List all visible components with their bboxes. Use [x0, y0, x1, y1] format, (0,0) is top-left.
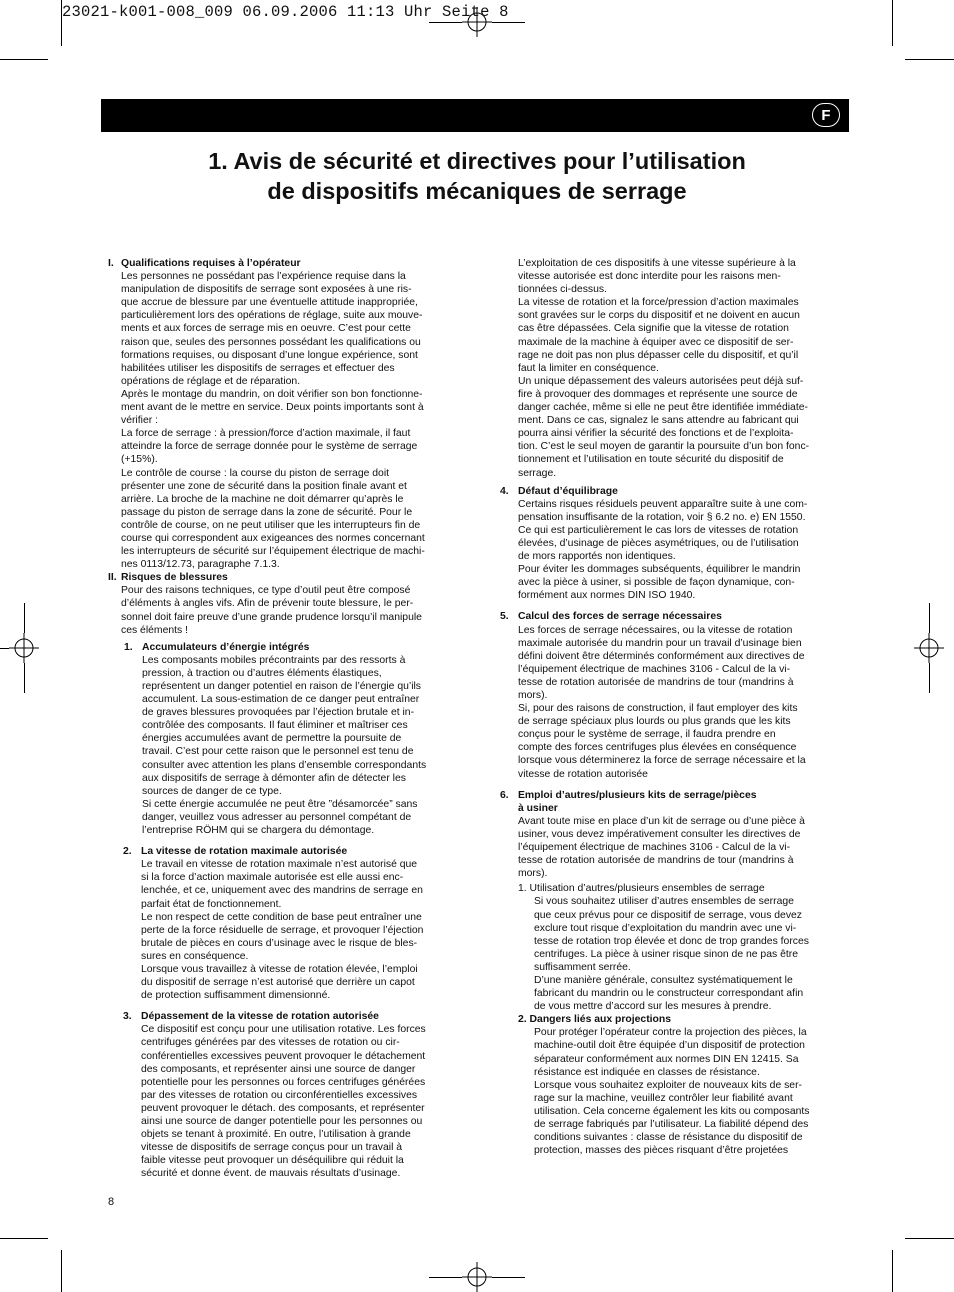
text-line: de vous mettre d’accord sur les mesures à prendre.	[534, 1001, 772, 1013]
subsection-body	[142, 641, 464, 654]
text-line: aux dispositifs de serrage à démonter afin de détecter les	[142, 772, 406, 784]
section-body	[121, 571, 464, 837]
text-line: machine-outil doit être équipée d’un dispositif de protection	[534, 1040, 805, 1052]
text-line: objets se tenant à proximité. En outre, l’utilisation à grande	[141, 1129, 411, 1141]
subsection-number: 2.	[123, 846, 132, 858]
text-line: Après le montage du mandrin, on doit vérifier son bon fonctionne-	[121, 388, 423, 400]
text-line: compte des forces centrifuges plus élevées en conséquence	[518, 742, 797, 754]
text-line: élevées, d’usinage de pièces asymétriques, ou de l’utilisation	[518, 537, 799, 549]
text-line: L’exploitation de ces dispositifs à une vitesse supérieure à la	[518, 258, 796, 269]
text-line: sures en conséquence.	[141, 950, 249, 962]
text-line: de serrage fabriqués par l’utilisateur. La fiabilité dépend des	[534, 1119, 809, 1130]
section-body	[518, 789, 850, 1158]
text-line: formément aux normes DIN ISO 1940.	[518, 590, 696, 602]
text-line: sont gravées sur le corps du dispositif et ne doivent en aucun	[518, 310, 800, 322]
subsection-accumulateurs	[124, 641, 464, 654]
registration-mark-icon	[462, 1262, 492, 1292]
language-badge: F	[812, 103, 840, 127]
section-heading: Calcul des forces de serrage nécessaires	[518, 611, 722, 623]
registration-mark-icon	[914, 633, 944, 663]
text-line: sonnel doit faire preuve d’une grande prudence lorsqu’il manipule	[121, 611, 422, 623]
text-line: potentielle pour les personnes ou forces centrifuges générées	[141, 1076, 426, 1088]
text-line: protection, masses des pièces risquant d’être projetées	[534, 1145, 789, 1157]
subsection-depassement	[123, 1010, 464, 1180]
registration-mark-icon	[9, 633, 39, 663]
text-line: accumulent. La sous-estimation de ce danger peut entraîner	[142, 694, 420, 706]
text-line: sécurité et donne évent. de mauvais résultats d’usinage.	[141, 1168, 401, 1180]
text-line: tionnées ci-dessus.	[518, 284, 607, 296]
paragraph	[141, 858, 464, 1002]
text-line: nes 0113/12.73, paragraphe 7.1.3.	[121, 559, 280, 571]
crop-mark	[0, 59, 48, 60]
paragraph	[518, 257, 850, 480]
page-title	[100, 146, 854, 206]
text-line: Ce dispositif est conçu pour une utilisation rotative. Les forces	[141, 1024, 426, 1036]
section-body	[121, 257, 464, 571]
text-line: défini doivent être déterminés conformément aux directives de	[518, 650, 805, 662]
subsection-number: 1.	[124, 641, 133, 653]
text-line: Le non respect de cette condition de base peut entraîner une	[141, 911, 422, 923]
left-column	[108, 257, 464, 1180]
subsection-heading: La vitesse de rotation maximale autorisée	[141, 846, 348, 858]
section-body	[518, 610, 850, 780]
right-column	[500, 257, 850, 1157]
paragraph	[518, 815, 850, 880]
text-line: ment avant de le mettre en service. Deux points importants sont à	[121, 402, 424, 414]
text-line: l’équipement électrique de machines 3106 - Calcul de la vi-	[518, 842, 791, 854]
subsection-number: 3.	[123, 1011, 132, 1023]
section-heading: Défaut d’équilibrage	[518, 485, 618, 497]
text-line: exclure tout risque d’exploitation du mandrin avec une vi-	[534, 922, 797, 934]
section-number: 5.	[500, 611, 509, 623]
text-line: Les forces de serrage nécessaires, ou la vitesse de rotation	[518, 624, 793, 636]
subsection-heading: 1. Utilisation d’autres/plusieurs ensembles de serrage	[518, 883, 765, 895]
text-line: ces éléments !	[121, 624, 188, 636]
text-line: arrière. La broche de la machine ne doit démarrer qu’après le	[121, 493, 404, 505]
crop-mark	[892, 1250, 893, 1292]
text-line: conférentielles excessives peuvent provoquer le détachement	[141, 1050, 426, 1062]
text-line: ments et aux forces de serrage mis en oeuvre. C’est pour cette	[121, 323, 411, 335]
paragraph	[141, 1023, 464, 1180]
text-line: Avant toute mise en place d’un kit de serrage ou d’une pièce à	[518, 815, 805, 827]
text-line: consulter avec attention les plans d’ensemble correspondants	[142, 759, 427, 771]
text-line: vérifier :	[121, 415, 158, 427]
text-line: mors).	[518, 868, 548, 880]
text-line: énergies accumulées avant de permettre la poursuite de	[142, 733, 402, 745]
text-line: de serrage spéciaux plus lourds ou plus grands que les kits	[518, 716, 791, 728]
text-line: La vitesse de rotation et la force/pression d’action maximales	[518, 297, 799, 309]
text-line: Le travail en vitesse de rotation maximale n’est autorisé que	[141, 859, 418, 871]
text-line: danger, veuillez vous adresser au personnel compétant de	[142, 811, 412, 823]
text-line: raison que, seules des personnes possédant les qualifications ou	[121, 336, 421, 348]
text-line: peuvent provoquer le détach. des composants, et représenter	[141, 1102, 425, 1114]
section-calcul-forces	[500, 610, 850, 780]
text-line: contrôle de course, on ne peut utiliser que les interrupteurs fin de	[121, 519, 421, 531]
crop-mark	[0, 648, 9, 649]
crop-mark	[61, 1250, 62, 1292]
text-line: passage du piston de serrage dans la zone de sécurité. Pour le	[121, 506, 413, 518]
text-line: Les composants mobiles précontraints par des ressorts à	[142, 654, 406, 666]
subsection-body	[141, 845, 464, 1002]
print-slug: 23021-k001-008_009 06.09.2006 11:13 Uhr Seite 8	[62, 3, 509, 21]
text-line: les interrupteurs de sécurité sur l’équipement électrique de machi-	[121, 546, 425, 558]
text-line: du dispositif de serrage n’est autorisé que derrière un capot	[141, 977, 415, 989]
paragraph	[534, 895, 850, 1013]
section-number: 4.	[500, 485, 509, 497]
section-heading: à usiner	[518, 802, 558, 814]
text-line: ainsi une source de danger potentielle pour les personnes ou	[141, 1116, 423, 1127]
text-line: l’entreprise RÖHM qui se chargera du démontage.	[142, 825, 375, 837]
spacer	[108, 837, 464, 845]
text-line: représentent un danger potentiel en raison de l’énergie qu’ils	[142, 681, 422, 692]
text-line: vitesse autorisée est donc interdite pour les raisons men-	[518, 271, 781, 283]
text-line: maximale de la machine à équiper avec ce dispositif de ser-	[518, 336, 794, 348]
title-line: de dispositifs mécaniques de serrage	[267, 178, 687, 204]
text-line: brutale de pièces en cours d’usinage avec le risque de bles-	[141, 937, 418, 949]
subsection-body	[141, 1010, 464, 1180]
text-line: mors).	[518, 690, 548, 701]
text-line: des composants, et représenter ainsi une source de danger	[141, 1063, 416, 1075]
text-line: Ce qui est particulièrement le cas lors de vitesses de rotation	[518, 524, 799, 536]
text-line: cas être dépassées. Cela signifie que la vitesse de rotation	[518, 323, 789, 335]
text-line: tesse de rotation autorisée de mandrins de tour (mandrins à	[518, 855, 794, 867]
text-line: vitesse de rotation autorisée	[518, 768, 648, 780]
section-qualifications	[108, 257, 464, 571]
text-line: conditions suivantes : classe de résistance du dispositif de	[534, 1132, 803, 1144]
spacer	[500, 781, 850, 789]
text-line: atteindre la force de serrage donnée pour le système de serrage	[121, 441, 418, 453]
text-line: faut la limiter en conséquence.	[518, 362, 659, 374]
text-line: centrifuges. La pièce à usiner risque sinon de ne pas être	[534, 948, 798, 960]
paragraph	[518, 498, 850, 603]
crop-mark	[892, 0, 893, 46]
text-line: travail. C’est pour cette raison que le personnel est tenu de	[142, 746, 414, 758]
subsection-heading: Accumulateurs d’énergie intégrés	[142, 641, 310, 653]
text-line: particulièrement lors des opérations de réglage, suite aux mouve-	[121, 310, 423, 322]
crop-mark	[929, 663, 930, 693]
text-line: lenchée, et ce, uniquement avec des mandrins de serrage en	[141, 885, 423, 897]
text-line: centrifuges générées par des vitesses de rotation ou cir-	[141, 1037, 400, 1049]
text-line: tionnement et l’utilisation en toute sécurité du dispositif de	[518, 454, 784, 466]
crop-mark	[905, 1238, 954, 1239]
section-emploi-kits	[500, 789, 850, 1158]
text-line: Lorsque vous travaillez à vitesse de rotation élevée, l’emploi	[141, 963, 418, 975]
text-line: Pour éviter les dommages subséquents, équilibrer le mandrin	[518, 564, 801, 576]
section-equilibrage	[500, 485, 850, 603]
text-line: Si, pour des raisons de construction, il faut employer des kits	[518, 703, 798, 715]
text-line: Pour des raisons techniques, ce type d’outil peut être composé	[121, 585, 411, 597]
paragraph	[121, 584, 464, 636]
crop-mark	[905, 59, 954, 60]
text-line: danger cachée, même si elle ne peut être identifiée immédiate-	[518, 402, 808, 414]
text-line: Les personnes ne possédant pas l’expérience requise dans la	[121, 271, 406, 283]
text-line: Si cette énergie accumulée ne peut être ”désamorcée” sans	[142, 798, 418, 810]
text-line: de mors rapportés non identiques.	[518, 551, 676, 563]
crop-mark	[492, 1277, 525, 1278]
section-number: II.	[108, 572, 117, 584]
text-line: Certains risques résiduels peuvent apparaître suite à une com-	[518, 498, 808, 510]
text-line: Lorsque vous souhaitez exploiter de nouveaux kits de ser-	[534, 1079, 803, 1091]
text-line: La force de serrage : à pression/force d’action maximale, il faut	[121, 428, 411, 440]
text-line: perte de la force résiduelle de serrage, et provoquer l’éjection	[141, 924, 424, 936]
text-line: que ceux prévus pour ce dispositif de serrage, vous devez	[534, 909, 803, 921]
section-number: 6.	[500, 789, 509, 801]
text-line: D’une manière générale, consultez systématiquement le	[534, 974, 793, 986]
text-line: de graves blessures provoquées par l’éjection brutale et in-	[142, 707, 415, 719]
section-number: I.	[108, 258, 114, 269]
text-line: parfait état de fonctionnement.	[141, 898, 282, 910]
text-line: tesse de rotation autorisée de mandrins de tour (mandrins à	[518, 676, 794, 688]
text-line: fabricant du mandrin ou le constructeur correspondant afin	[534, 988, 804, 1000]
text-line: utilisation. Cela concerne également les kits ou composants	[534, 1105, 810, 1117]
text-line: opérations de réglage et de réparation.	[121, 375, 301, 387]
crop-mark	[24, 603, 25, 633]
text-line: sources de danger de ce type.	[142, 785, 282, 797]
crop-mark	[929, 603, 930, 633]
section-risques	[108, 571, 464, 837]
text-line: l’équipement électrique de machines 3106 - Calcul de la vi-	[518, 663, 791, 675]
text-line: suffisamment serrée.	[534, 961, 631, 973]
text-line: maximale autorisée du mandrin pour un travail d’usinage bien	[518, 637, 802, 649]
text-line: formations requises, ou disposant d’une longue expérience, sont	[121, 349, 418, 361]
paragraph	[534, 1026, 850, 1157]
section-heading: Qualifications requises à l’opérateur	[121, 258, 301, 269]
section-heading: Emploi d’autres/plusieurs kits de serrage/pièces	[518, 789, 757, 801]
spacer	[500, 602, 850, 610]
text-line: tion. C’est le seul moyen de garantir la poursuite d’un bon fonc-	[518, 441, 810, 453]
page-number: 8	[108, 1196, 115, 1208]
text-line: d’éléments à angles vifs. Afin de prévenir toute blessure, le per-	[121, 598, 414, 610]
text-line: Pour protéger l’opérateur contre la projection des pièces, la	[534, 1027, 807, 1039]
crop-mark	[24, 663, 25, 693]
title-line: 1. Avis de sécurité et directives pour l’utilisation	[208, 148, 746, 174]
text-line: lorsque vous déterminerez la force de serrage nécessaire et la	[518, 755, 806, 767]
text-line: séparateur conformément aux normes DIN EN 12415. Sa	[534, 1053, 799, 1065]
crop-mark	[492, 22, 525, 23]
text-line: course qui correspondent aux exigeances des normes concernant	[121, 532, 425, 544]
text-line: manipulation de dispositifs de serrage sont exposées à une ris-	[121, 284, 412, 296]
text-line: faible vitesse peut provoquer un déséquilibre qui réduit la	[141, 1155, 404, 1167]
subsection-heading: 2. Dangers liés aux projections	[518, 1014, 672, 1026]
text-line: tesse de rotation trop élevée et donc de trop grandes forces	[534, 935, 809, 947]
text-line: rage ne doit pas non plus dépasser celle du dispositif, et qu’il	[518, 349, 799, 361]
text-line: Un unique dépassement des valeurs autorisées peut déjà suf-	[518, 375, 804, 387]
subsection-vitesse-max	[123, 845, 464, 1002]
text-line: conçus pour le système de serrage, il faudra prendre en	[518, 729, 776, 741]
text-line: Le contrôle de course : la course du piston de serrage doit	[121, 467, 390, 479]
text-line: présenter une zone de sécurité dans la position finale avant et	[121, 480, 407, 492]
spacer	[108, 1002, 464, 1010]
paragraph	[121, 270, 464, 571]
text-line: vitesse de dispositifs de serrage conçus pour un travail à	[141, 1142, 403, 1154]
text-line: contrôlée des composants. Il faut éliminer et maîtriser ces	[142, 720, 408, 732]
text-line: par des vitesses de rotation ou circonférentielles excessives	[141, 1089, 418, 1101]
text-line: pourra ainsi vérifier la sécurité des fonctions et de l’exploita-	[518, 428, 794, 440]
text-line: si la force d’action maximale autorisée est elle aussi enc-	[141, 872, 404, 884]
paragraph	[518, 624, 850, 781]
text-line: pression, à traction ou d’autres éléments élastiques,	[142, 667, 382, 679]
crop-mark	[0, 1238, 48, 1239]
header-bar	[101, 99, 849, 132]
paragraph	[142, 654, 464, 837]
text-line: résistance est indiquée en classes de résistance.	[534, 1066, 760, 1078]
text-line: (+15%).	[121, 454, 158, 466]
text-line: que accrue de blessure par une éventuelle attitude inappropriée,	[121, 297, 418, 309]
text-line: usiner, vous devez impérativement consulter les directives de	[518, 828, 801, 840]
text-line: rage sur la machine, veuillez contrôler leur fiabilité avant	[534, 1092, 793, 1104]
section-body	[518, 485, 850, 603]
text-line: habilitées utiliser les dispositifs de serrages et effectuer des	[121, 362, 395, 374]
subsection-heading: Dépassement de la vitesse de rotation autorisée	[141, 1011, 379, 1023]
text-line: avec la pièce à usiner, si possible de façon dynamique, con-	[518, 577, 795, 589]
text-line: ment. Dans ce cas, signalez le sans attendre au fabricant qui	[518, 415, 799, 427]
section-heading: Risques de blessures	[121, 572, 228, 584]
text-line: fire à provoquer des dommages et représente une source de	[518, 388, 798, 400]
crop-mark	[429, 1277, 462, 1278]
text-line: serrage.	[518, 467, 557, 479]
crop-mark	[429, 22, 462, 23]
text-line: pensation insuffisante de la rotation, voir § 6.2 no. e) EN 1550.	[518, 511, 806, 523]
text-line: de protection suffisamment dimensionné.	[141, 990, 331, 1002]
text-line: Si vous souhaitez utiliser d’autres ensembles de serrage	[534, 896, 794, 908]
